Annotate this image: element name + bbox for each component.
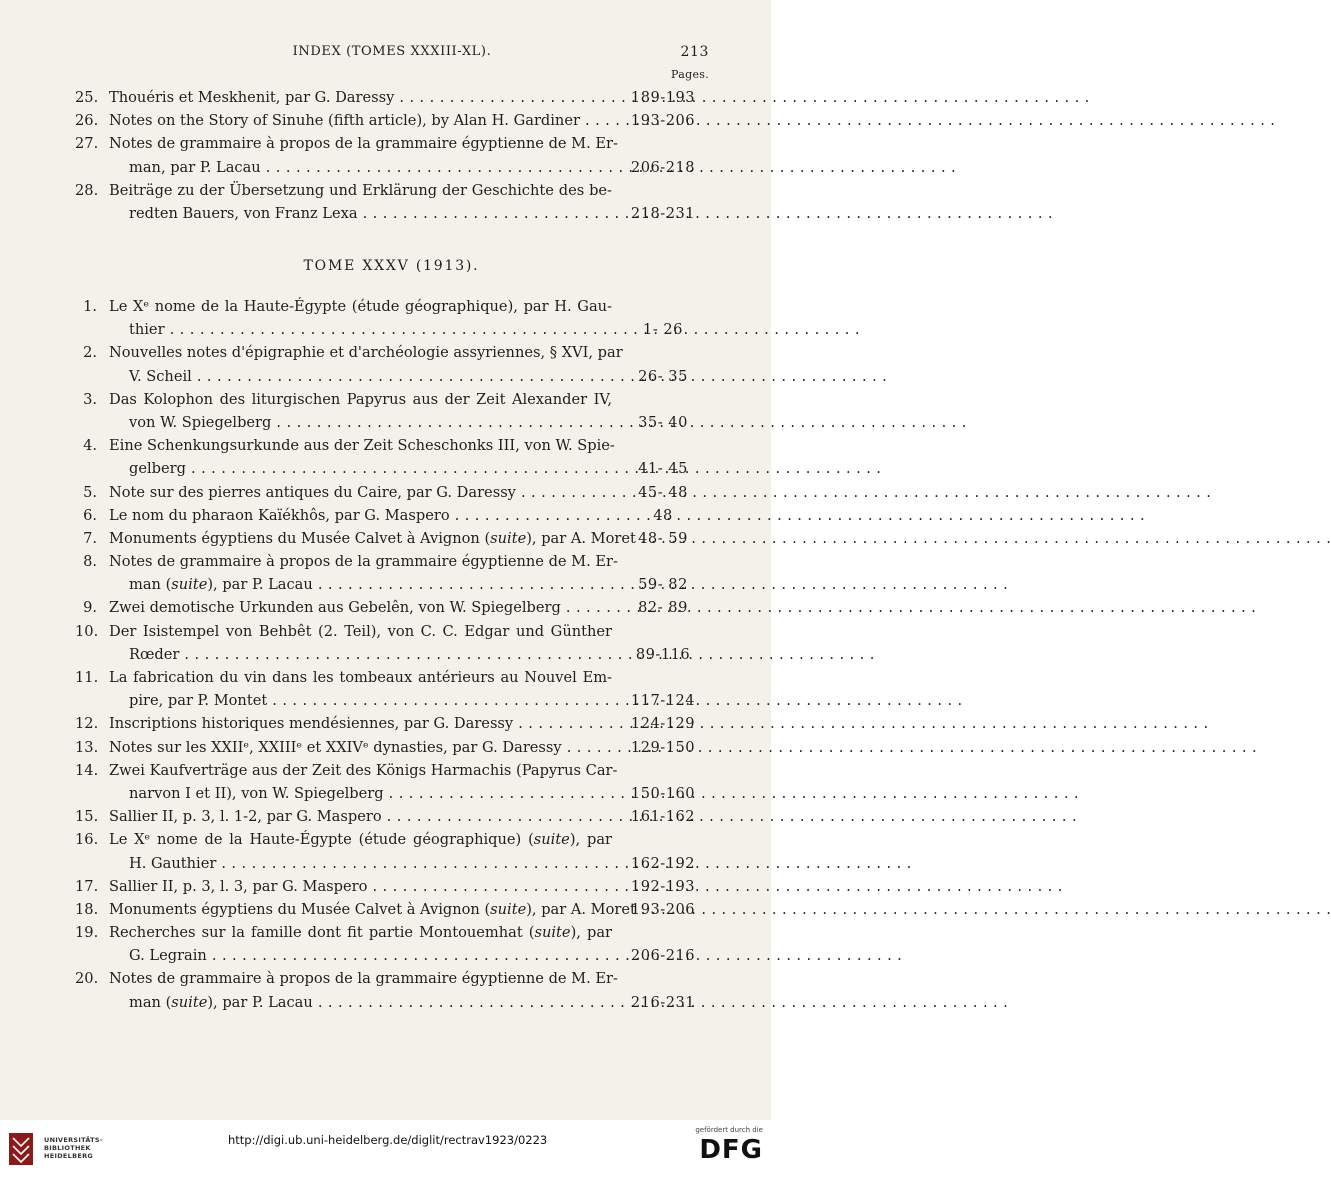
entry-pages: 206-216	[630, 947, 696, 965]
entry-text: Sallier II, p. 3, l. 1-2, par G. Maspero . . .	[109, 805, 612, 828]
entry-pages: 26- 35	[638, 367, 688, 385]
entry-line	[75, 620, 708, 643]
entry-text: Das Kolophon des liturgischen Papyrus aus der Zeit Alexander IV,	[109, 390, 612, 408]
entry-text: Monuments égyptiens du Musée Calvet à Avignon (suite), par A. Moret . . .	[109, 898, 612, 921]
entry-pages: 48- 59	[638, 529, 688, 547]
entry-line	[75, 388, 708, 411]
entry-line	[75, 967, 708, 990]
entry-line	[75, 828, 708, 851]
entry-pages: 193-206	[630, 112, 696, 130]
entry-text: Beiträge zu der Übersetzung und Erklärung der Geschichte des be-	[109, 181, 612, 199]
index-entry	[75, 481, 708, 504]
entry-text: man (suite), par P. Lacau . . .	[129, 991, 612, 1014]
entry-line	[75, 875, 708, 898]
suite-italic: suite	[490, 900, 527, 918]
entry-line	[75, 805, 708, 828]
entry-number: 10.	[75, 622, 99, 640]
entry-line	[75, 643, 708, 666]
entry-text: gelberg . . .	[129, 457, 612, 480]
entry-pages: 35- 40	[638, 413, 688, 431]
entry-text: G. Legrain . . .	[129, 944, 612, 967]
entry-text: Rœder . . .	[129, 643, 612, 666]
entry-number: 15.	[75, 808, 99, 826]
entry-number: 14.	[75, 761, 99, 779]
suite-italic: suite	[534, 924, 571, 942]
entry-number: 28.	[75, 181, 99, 199]
entry-line	[75, 411, 708, 434]
index-entry	[75, 620, 708, 666]
entry-line	[75, 481, 708, 504]
entry-line	[75, 86, 708, 109]
index-entry	[75, 921, 708, 967]
entry-line	[75, 318, 708, 341]
permalink-url[interactable]: http://digi.ub.uni-heidelberg.de/diglit/rectrav1923/0223	[228, 1133, 548, 1147]
page-number: 213	[680, 44, 709, 60]
entry-number: 9.	[83, 599, 97, 617]
index-entry	[75, 434, 708, 480]
sponsor-caption: gefördert durch die	[695, 1126, 763, 1134]
entry-line	[75, 504, 708, 527]
entry-text: Le Xᵉ nome de la Haute-Égypte (étude géographique) (suite), par	[109, 831, 612, 849]
entry-pages: 89-116	[635, 645, 691, 663]
entry-line	[75, 434, 708, 457]
index-entry	[75, 132, 708, 178]
entry-text: Zwei demotische Urkunden aus Gebelên, von W. Spiegelberg . . .	[109, 596, 612, 619]
index-entry	[75, 179, 708, 225]
dfg-logo	[685, 1126, 763, 1174]
running-header	[75, 44, 709, 66]
entry-number: 6.	[83, 506, 97, 524]
entry-line	[75, 550, 708, 573]
entry-pages: 218-231	[630, 204, 696, 222]
entry-text: Notes de grammaire à propos de la grammaire égyptienne de M. Er-	[109, 970, 618, 988]
entry-number: 19.	[75, 924, 99, 942]
index-entry	[75, 736, 708, 759]
index-entry	[75, 596, 708, 619]
entry-line	[75, 295, 708, 318]
index-entry	[75, 295, 708, 341]
tome-heading: TOME XXXV (1913).	[303, 258, 480, 274]
entry-number: 4.	[83, 437, 97, 455]
entry-number: 11.	[75, 669, 99, 686]
entry-text: Sallier II, p. 3, l. 3, par G. Maspero . . .	[109, 875, 612, 898]
suite-italic: suite	[171, 576, 208, 594]
entry-line	[75, 132, 708, 155]
entry-line	[75, 666, 708, 689]
index-entry	[75, 550, 708, 596]
index-entry	[75, 86, 708, 109]
entry-number: 17.	[75, 877, 99, 895]
entry-text: Zwei Kaufverträge aus der Zeit des Königs Harmachis (Papyrus Car-	[109, 761, 618, 779]
entry-text: Notes de grammaire à propos de la grammaire égyptienne de M. Er-	[109, 135, 618, 153]
entry-pages: 129-150	[630, 738, 696, 756]
entry-line	[75, 736, 708, 759]
entry-line	[75, 573, 708, 596]
entry-line	[75, 596, 708, 619]
tome34-entries	[75, 86, 708, 225]
entry-text: Eine Schenkungsurkunde aus der Zeit Scheschonks III, von W. Spie-	[109, 437, 615, 455]
entry-number: 18.	[75, 900, 99, 918]
entry-line	[75, 179, 708, 202]
index-entry	[75, 666, 708, 712]
entry-text: Monuments égyptiens du Musée Calvet à Avignon (suite), par A. Moret . . .	[109, 527, 612, 550]
entry-text: Thouéris et Meskhenit, par G. Daressy . . .	[109, 86, 612, 109]
suite-italic: suite	[171, 993, 208, 1011]
entry-line	[75, 156, 708, 179]
entry-text: thier . . .	[129, 318, 612, 341]
entry-number: 12.	[75, 715, 99, 733]
entry-pages: 1- 26	[643, 321, 683, 339]
entry-number: 3.	[83, 390, 97, 408]
entry-text: Notes on the Story of Sinuhe (fifth article), by Alan H. Gardiner . . .	[109, 109, 612, 132]
index-entry	[75, 341, 708, 387]
entry-text: narvon I et II), von W. Spiegelberg . . .	[129, 782, 612, 805]
entry-line	[75, 852, 708, 875]
entry-number: 20.	[75, 970, 99, 988]
entry-number: 8.	[83, 553, 97, 571]
entry-pages: 161-162	[630, 808, 696, 826]
entry-pages: 189-193	[630, 89, 696, 106]
entry-text: Der Isistempel von Behbêt (2. Teil), von C. C. Edgar und Günther	[109, 622, 612, 640]
entry-pages: 124-129	[630, 715, 696, 733]
entry-line	[75, 341, 708, 364]
index-entry	[75, 898, 708, 921]
entry-line	[75, 782, 708, 805]
entry-line	[75, 991, 708, 1014]
suite-italic: suite	[533, 831, 570, 849]
entry-line	[75, 527, 708, 550]
entry-text: Note sur des pierres antiques du Caire, par G. Daressy . . .	[109, 481, 612, 504]
entry-line	[75, 202, 708, 225]
tome35-entries	[75, 295, 708, 1014]
entry-text: Le Xᵉ nome de la Haute-Égypte (étude géographique), par H. Gau-	[109, 298, 612, 315]
entry-pages: 45- 48	[638, 483, 688, 501]
header-title: INDEX (TOMES XXXIII-XL).	[292, 44, 492, 59]
entry-text: von W. Spiegelberg . . .	[129, 411, 612, 434]
entry-text: man (suite), par P. Lacau . . .	[129, 573, 612, 596]
institution-name: UNIVERSITÄTS- BIBLIOTHEK HEIDELBERG	[44, 1136, 103, 1160]
entry-number: 1.	[83, 298, 97, 315]
entry-text: Notes de grammaire à propos de la grammaire égyptienne de M. Er-	[109, 553, 618, 571]
pages-column-label: Pages.	[671, 68, 709, 81]
entry-line	[75, 898, 708, 921]
sponsor-logo: DFG	[699, 1135, 763, 1165]
entry-line	[75, 109, 708, 132]
entry-pages: 162-192	[630, 854, 696, 872]
entry-text: H. Gauthier . . .	[129, 852, 612, 875]
index-entry	[75, 527, 708, 550]
entry-text: man, par P. Lacau . . .	[129, 156, 612, 179]
entry-line	[75, 921, 708, 944]
index-entry	[75, 805, 708, 828]
index-entry	[75, 712, 708, 735]
entry-line	[75, 712, 708, 735]
index-entry	[75, 828, 708, 874]
index-entry	[75, 109, 708, 132]
entry-number: 7.	[83, 529, 97, 547]
university-logo	[8, 1132, 128, 1172]
entry-pages: 48	[653, 506, 673, 524]
index-entry	[75, 759, 708, 805]
footer-bar	[0, 1120, 771, 1179]
entry-pages: 150-160	[630, 784, 696, 802]
entry-pages: 216-231	[630, 993, 696, 1011]
entry-text: Recherches sur la famille dont fit partie Montouemhat (suite), par	[109, 924, 612, 942]
entry-pages: 82- 89	[638, 599, 688, 617]
entry-text: La fabrication du vin dans les tombeaux antérieurs au Nouvel Em-	[109, 669, 612, 686]
entry-pages: 206-218	[630, 158, 696, 176]
entry-pages: 59- 82	[638, 576, 688, 594]
university-seal-icon	[8, 1132, 34, 1166]
entry-number: 25.	[75, 89, 99, 106]
index-entry	[75, 504, 708, 527]
entry-text: Inscriptions historiques mendésiennes, par G. Daressy . . .	[109, 712, 612, 735]
entry-pages: 192-193	[630, 877, 696, 895]
entry-line	[75, 689, 708, 712]
entry-number: 26.	[75, 112, 99, 130]
index-entry	[75, 967, 708, 1013]
index-entry	[75, 875, 708, 898]
entry-text: Le nom du pharaon Kaïékhôs, par G. Maspero . . .	[109, 504, 612, 527]
entry-pages: 41- 45	[638, 460, 688, 478]
entry-text: V. Scheil . . .	[129, 365, 612, 388]
entry-line	[75, 365, 708, 388]
entry-pages: 193-206	[630, 900, 696, 918]
entry-pages: 117-124	[630, 692, 696, 710]
entry-line	[75, 457, 708, 480]
entry-number: 27.	[75, 135, 99, 153]
entry-text: redten Bauers, von Franz Lexa . . .	[129, 202, 612, 225]
entry-line	[75, 759, 708, 782]
entry-number: 16.	[75, 831, 99, 849]
entry-line	[75, 944, 708, 967]
entry-text: Notes sur les XXIIᵉ, XXIIIᵉ et XXIVᵉ dynasties, par G. Daressy . . .	[109, 736, 612, 759]
entry-number: 5.	[83, 483, 97, 501]
suite-italic: suite	[490, 529, 527, 547]
entry-number: 13.	[75, 738, 99, 756]
entry-text: Nouvelles notes d'épigraphie et d'archéologie assyriennes, § XVI, par	[109, 344, 623, 362]
entry-number: 2.	[83, 344, 97, 362]
entry-text: pire, par P. Montet . . .	[129, 689, 612, 712]
index-entry	[75, 388, 708, 434]
